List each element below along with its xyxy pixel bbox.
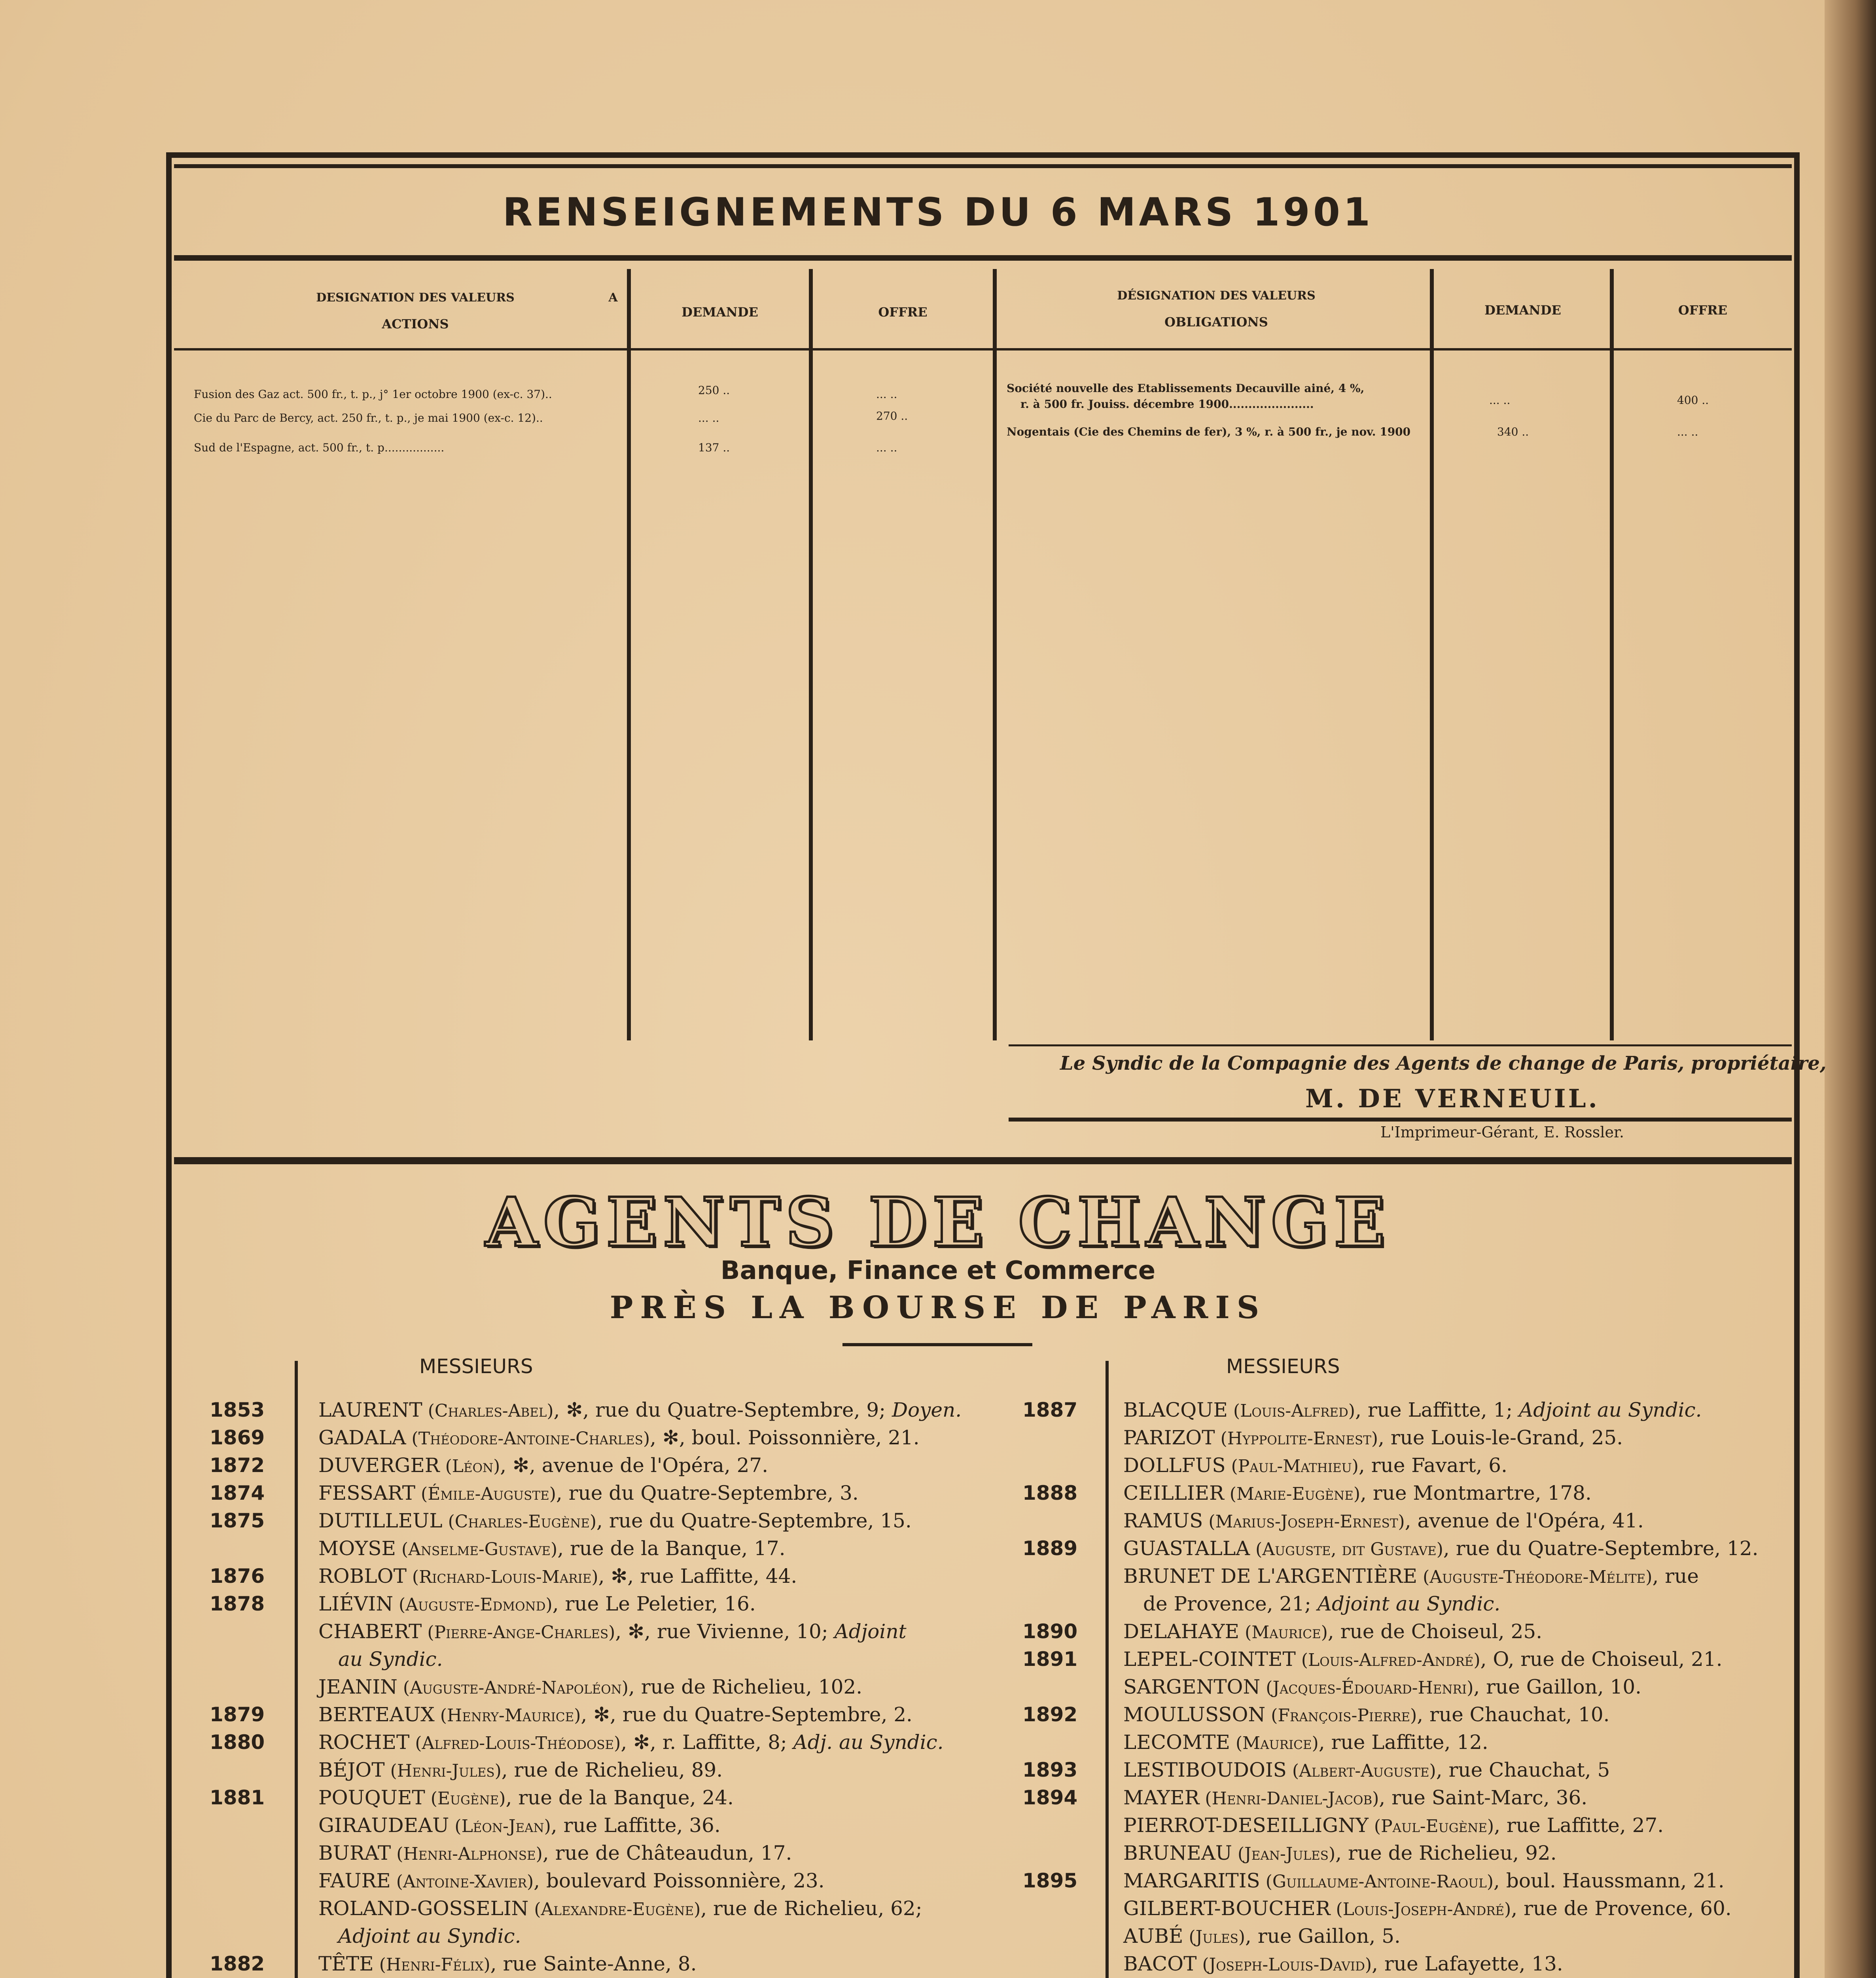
agent-firstnames: (Louis-Alfred-André) (1295, 1650, 1480, 1670)
agent-address: , ✻, r. Laffitte, 8; (621, 1731, 787, 1754)
messieurs-left: MESSIEURS (419, 1355, 533, 1378)
agent-name: BURAT (318, 1842, 391, 1864)
agent-name: TÊTE (318, 1952, 374, 1975)
agent-text (318, 1454, 768, 1477)
actions-header: DESIGNATION DES VALEURS (316, 291, 515, 305)
agent-text (1123, 1731, 1488, 1754)
agent-year: 1890 (1022, 1620, 1078, 1643)
agent-address: , rue Chauchat, 5 (1436, 1758, 1610, 1781)
agent-name: DUTILLEUL (318, 1509, 443, 1532)
agent-name: CHABERT (318, 1620, 422, 1643)
col-divider (627, 269, 631, 1040)
messieurs-right: MESSIEURS (1226, 1355, 1340, 1378)
agent-firstnames: (Théodore-Antoine-Charles) (406, 1429, 650, 1449)
agent-name: FAURE (318, 1869, 391, 1892)
agents-subtitle-2: PRÈS LA BOURSE DE PARIS (610, 1290, 1266, 1326)
right-year-divider (1106, 1361, 1109, 1978)
agent-firstnames: (Louis-Alfred) (1227, 1401, 1355, 1421)
agent-text (1123, 1675, 1641, 1698)
agent-note: Adjoint au Syndic. (338, 1925, 521, 1948)
agent-address: , boulevard Poissonnière, 23. (534, 1869, 825, 1892)
agent-firstnames: (Louis-Joseph-André) (1330, 1899, 1511, 1919)
agent-address: de Provence, 21; (1143, 1592, 1312, 1615)
agent-firstnames: (Pierre-Ange-Charles) (422, 1622, 615, 1643)
agent-name: DOLLFUS (1123, 1454, 1226, 1477)
agent-firstnames: (Marius-Joseph-Ernest) (1203, 1512, 1405, 1532)
imprimeur-line: L'Imprimeur-Gérant, E. Rossler. (1380, 1124, 1624, 1141)
agent-firstnames: (Henri-Félix) (373, 1955, 490, 1975)
agent-text (1123, 1482, 1592, 1504)
agent-firstnames: (Alfred-Louis-Théodose) (409, 1733, 621, 1753)
agent-firstnames: (Hyppolite-Ernest) (1215, 1429, 1378, 1449)
agent-text (1123, 1398, 1702, 1421)
agent-name: ROCHET (318, 1731, 410, 1754)
agent-address: , rue du Quatre-Septembre, 15. (596, 1509, 912, 1532)
agent-address: , rue de la Banque, 24. (505, 1786, 734, 1809)
agent-text (318, 1537, 786, 1560)
agent-address: , rue Sainte-Anne, 8. (490, 1952, 697, 1975)
agent-address: , ✻, rue Laffitte, 44. (598, 1565, 797, 1588)
agent-name: BRUNEAU (1123, 1842, 1232, 1864)
top-rule (174, 164, 1792, 168)
agent-year: 1879 (210, 1703, 265, 1726)
agent-firstnames: (Maurice) (1230, 1733, 1319, 1753)
agent-address: , ✻, avenue de l'Opéra, 27. (500, 1454, 769, 1477)
obligation-name: Société nouvelle des Etablissements Decauville ainé, 4 %, (1007, 382, 1365, 395)
agent-year: 1889 (1022, 1537, 1078, 1560)
action-demande: 250 .. (698, 384, 730, 397)
agent-text (1123, 1565, 1699, 1588)
agent-year: 1894 (1022, 1786, 1078, 1809)
agent-note: Adjoint (828, 1620, 907, 1643)
agent-name: GADALA (318, 1426, 406, 1449)
agent-text (318, 1426, 920, 1449)
agent-text (318, 1758, 723, 1781)
agent-text (318, 1509, 912, 1532)
agent-text (1123, 1925, 1401, 1948)
agent-address: , rue Lafayette, 13. (1372, 1952, 1563, 1975)
agent-firstnames: (Joseph-Louis-David) (1196, 1955, 1372, 1975)
syndic-rule (1009, 1044, 1792, 1046)
agent-address: , ✻, rue Vivienne, 10; (615, 1620, 828, 1643)
obligation-demande: ... .. (1489, 394, 1511, 407)
agent-year: 1892 (1022, 1703, 1078, 1726)
agent-firstnames: (Auguste-Edmond) (393, 1595, 553, 1615)
agent-address: , O, rue de Choiseul, 21. (1480, 1648, 1723, 1671)
agent-year: 1869 (210, 1426, 265, 1449)
agent-name: DELAHAYE (1123, 1620, 1240, 1643)
agent-address: , boul. Haussmann, 21. (1494, 1869, 1725, 1892)
agent-note: Adjoint au Syndic. (1513, 1398, 1702, 1421)
agent-text (318, 1814, 721, 1837)
agent-firstnames: (Émile-Auguste) (415, 1484, 556, 1504)
agent-firstnames: (François-Pierre) (1265, 1705, 1417, 1726)
agent-text (318, 1731, 944, 1754)
agent-year: 1875 (210, 1509, 265, 1532)
agent-firstnames: (Auguste-Théodore-Mélite) (1417, 1567, 1653, 1587)
section-rule (174, 1157, 1792, 1164)
agent-firstnames: (Léon-Jean) (449, 1816, 551, 1836)
obligation-offre: ... .. (1677, 425, 1698, 438)
agent-note: au Syndic. (338, 1648, 443, 1671)
agent-year: 1853 (210, 1398, 265, 1421)
agent-text (1123, 1842, 1557, 1864)
agent-address: , rue (1652, 1565, 1699, 1588)
agent-firstnames: (Auguste-André-Napoléon) (397, 1678, 628, 1698)
agent-name: MOULUSSON (1123, 1703, 1266, 1726)
agent-name: MAYER (1123, 1786, 1200, 1809)
agent-firstnames: (Jacques-Édouard-Henri) (1260, 1678, 1474, 1698)
agent-address: , avenue de l'Opéra, 41. (1405, 1509, 1644, 1532)
agent-text (1123, 1897, 1732, 1920)
agent-firstnames: (Paul-Eugène) (1368, 1816, 1494, 1836)
agent-text (318, 1869, 825, 1892)
agent-firstnames: (Léon) (439, 1456, 500, 1476)
agent-name: AUBÉ (1123, 1925, 1183, 1948)
agent-year: 1880 (210, 1731, 265, 1754)
agent-text (318, 1675, 862, 1698)
agent-text (1143, 1592, 1500, 1615)
col-divider (1430, 269, 1434, 1040)
agent-year: 1878 (210, 1592, 265, 1615)
ornament-rule (842, 1343, 1032, 1346)
agent-name: PIERROT-DESEILLIGNY (1123, 1814, 1369, 1837)
agent-address: , rue de Richelieu, 92. (1335, 1842, 1557, 1864)
agent-text (338, 1648, 443, 1671)
agent-address: , ✻, rue du Quatre-Septembre, 2. (581, 1703, 912, 1726)
agents-title: AGENTS DE CHANGE (485, 1183, 1391, 1262)
agent-firstnames: (Guillaume-Antoine-Raoul) (1260, 1872, 1494, 1892)
action-name: Fusion des Gaz act. 500 fr., t. p., j° 1er octobre 1900 (ex-c. 37).. (194, 388, 552, 401)
col-divider (809, 269, 813, 1040)
agent-firstnames: (Anselme-Gustave) (396, 1539, 558, 1559)
col-divider (993, 269, 997, 1040)
obligations-offre-header: OFFRE (1678, 303, 1728, 318)
agent-year: 1882 (210, 1952, 265, 1975)
agent-address: , rue de la Banque, 17. (557, 1537, 786, 1560)
agent-year: 1881 (210, 1786, 265, 1809)
agent-firstnames: (Charles-Eugène) (442, 1512, 597, 1532)
agent-name: BERTEAUX (318, 1703, 435, 1726)
agent-address: , rue Saint-Marc, 36. (1379, 1786, 1588, 1809)
agent-name: LESTIBOUDOIS (1123, 1758, 1287, 1781)
agent-text (338, 1925, 521, 1948)
left-year-divider (295, 1361, 298, 1978)
agent-firstnames: (Marie-Eugène) (1224, 1484, 1361, 1504)
agent-text (1123, 1703, 1610, 1726)
signature-rule (1009, 1118, 1792, 1122)
header-rule (174, 348, 1792, 351)
agent-address: , rue Laffitte, 27. (1494, 1814, 1664, 1837)
agent-firstnames: (Maurice) (1239, 1622, 1328, 1643)
agent-address: , rue de Choiseul, 25. (1327, 1620, 1543, 1643)
syndic-line: Le Syndic de la Compagnie des Agents de change de Paris, propriétaire, (1060, 1052, 1827, 1074)
agent-year: 1893 (1022, 1758, 1078, 1781)
agent-address: , rue de Châteaudun, 17. (542, 1842, 792, 1864)
agent-name: ROBLOT (318, 1565, 407, 1588)
agent-name: MOYSE (318, 1537, 396, 1560)
agents-subtitle: Banque, Finance et Commerce (720, 1256, 1156, 1285)
action-offre: ... .. (876, 388, 897, 401)
agent-year: 1891 (1022, 1648, 1078, 1671)
agent-address: , rue Gaillon, 10. (1473, 1675, 1642, 1698)
agent-name: DUVERGER (318, 1454, 440, 1477)
agent-firstnames: (Eugène) (425, 1789, 506, 1809)
agent-note: Adj. au Syndic. (787, 1731, 944, 1754)
agent-address: , rue de Richelieu, 62; (700, 1897, 922, 1920)
agent-text (318, 1703, 912, 1726)
agent-text (1123, 1454, 1507, 1477)
agent-name: ROLAND-GOSSELIN (318, 1897, 529, 1920)
agent-note: Adjoint au Syndic. (1311, 1592, 1501, 1615)
obligations-header: DÉSIGNATION DES VALEURS (1117, 289, 1316, 303)
agent-firstnames: (Antoine-Xavier) (390, 1872, 534, 1892)
agent-address: , rue Gaillon, 5. (1245, 1925, 1401, 1948)
obligation-name: Nogentais (Cie des Chemins de fer), 3 %, r. à 500 fr., je nov. 1900 (1007, 425, 1411, 438)
agent-text (318, 1786, 734, 1809)
agent-address: , rue Montmartre, 178. (1360, 1482, 1592, 1504)
agent-text (1123, 1758, 1610, 1781)
col-divider (1610, 269, 1614, 1040)
agent-name: LAURENT (318, 1398, 422, 1421)
agent-name: MARGARITIS (1123, 1869, 1260, 1892)
agent-address: , rue de Provence, 60. (1511, 1897, 1732, 1920)
agent-address: , rue du Quatre-Septembre, 3. (556, 1482, 859, 1504)
agent-name: BRUNET DE L'ARGENTIÈRE (1123, 1565, 1418, 1588)
agent-firstnames: (Henri-Daniel-Jacob) (1199, 1789, 1379, 1809)
action-name: Sud de l'Espagne, act. 500 fr., t. p................. (194, 441, 445, 454)
obligations-demande-header: DEMANDE (1484, 303, 1561, 318)
agent-name: JEANIN (318, 1675, 398, 1698)
action-offre: 270 .. (876, 409, 908, 423)
agent-address: , ✻, boul. Poissonnière, 21. (650, 1426, 920, 1449)
agent-firstnames: (Paul-Mathieu) (1225, 1456, 1359, 1476)
agent-name: FESSART (318, 1482, 416, 1504)
agent-address: , rue Louis-le-Grand, 25. (1378, 1426, 1623, 1449)
actions-subheader: ACTIONS (382, 316, 449, 332)
agent-name: GILBERT-BOUCHER (1123, 1897, 1331, 1920)
agent-name: RAMUS (1123, 1509, 1203, 1532)
agent-text (318, 1897, 922, 1920)
agent-text (1123, 1509, 1644, 1532)
agent-name: CEILLIER (1123, 1482, 1224, 1504)
agent-text (318, 1398, 962, 1421)
action-demande: ... .. (698, 411, 719, 424)
agent-firstnames: (Henry-Maurice) (434, 1705, 581, 1726)
agent-address: , rue de Richelieu, 89. (501, 1758, 723, 1781)
agent-text (318, 1620, 907, 1643)
agent-firstnames: (Henri-Jules) (384, 1761, 502, 1781)
agent-text (1123, 1952, 1563, 1975)
agent-address: , rue Laffitte, 1; (1355, 1398, 1513, 1421)
title-rule (174, 255, 1792, 261)
obligation-name-cont: r. à 500 fr. Jouiss. décembre 1900...................... (1020, 398, 1314, 411)
agent-note: Doyen. (886, 1398, 962, 1421)
agent-text (1123, 1426, 1623, 1449)
agent-firstnames: (Albert-Auguste) (1286, 1761, 1436, 1781)
agent-name: PARIZOT (1123, 1426, 1215, 1449)
action-demande: 137 .. (698, 441, 730, 454)
agent-text (318, 1592, 756, 1615)
agent-firstnames: (Jules) (1183, 1927, 1246, 1947)
agent-firstnames: (Henri-Alphonse) (391, 1844, 543, 1864)
agent-firstnames: (Auguste, dit Gustave) (1250, 1539, 1443, 1559)
agent-firstnames: (Jean-Jules) (1232, 1844, 1336, 1864)
agent-text (1123, 1786, 1587, 1809)
agent-text (1123, 1620, 1542, 1643)
agent-text (318, 1952, 697, 1975)
actions-offre-header: OFFRE (878, 305, 928, 320)
agent-text (1123, 1537, 1759, 1560)
agent-name: BÉJOT (318, 1758, 385, 1781)
agent-year: 1874 (210, 1482, 265, 1504)
agent-address: , rue Le Peletier, 16. (552, 1592, 756, 1615)
agent-name: LECOMTE (1123, 1731, 1230, 1754)
agent-address: , rue Laffitte, 12. (1318, 1731, 1488, 1754)
agent-address: , rue Laffitte, 36. (551, 1814, 721, 1837)
agent-text (318, 1565, 797, 1588)
action-name: Cie du Parc de Bercy, act. 250 fr., t. p., je mai 1900 (ex-c. 12).. (194, 411, 543, 424)
a-mark: A (608, 291, 618, 305)
agent-year: 1887 (1022, 1398, 1078, 1421)
agent-address: , rue du Quatre-Septembre, 12. (1443, 1537, 1759, 1560)
agent-address: , rue Favart, 6. (1358, 1454, 1507, 1477)
agent-year: 1888 (1022, 1482, 1078, 1504)
binding-edge (1825, 0, 1876, 1978)
agent-text (318, 1482, 859, 1504)
agent-name: SARGENTON (1123, 1675, 1261, 1698)
action-offre: ... .. (876, 441, 897, 454)
agent-name: GIRAUDEAU (318, 1814, 449, 1837)
agent-name: POUQUET (318, 1786, 425, 1809)
agent-year: 1895 (1022, 1869, 1078, 1892)
agent-address: , rue de Richelieu, 102. (628, 1675, 863, 1698)
agent-year: 1876 (210, 1565, 265, 1588)
agent-address: , rue Chauchat, 10. (1417, 1703, 1610, 1726)
agent-name: BLACQUE (1123, 1398, 1228, 1421)
agent-text (1123, 1814, 1664, 1837)
agent-address: , ✻, rue du Quatre-Septembre, 9; (553, 1398, 886, 1421)
agent-name: GUASTALLA (1123, 1537, 1250, 1560)
verneuil-signature: M. DE VERNEUIL. (1305, 1084, 1600, 1114)
obligation-demande: 340 .. (1497, 425, 1529, 438)
agent-name: BACOT (1123, 1952, 1197, 1975)
actions-demande-header: DEMANDE (681, 305, 758, 320)
agent-text (1123, 1648, 1723, 1671)
agent-text (318, 1842, 792, 1864)
agent-firstnames: (Alexandre-Eugène) (528, 1899, 701, 1919)
agent-year: 1872 (210, 1454, 265, 1477)
agent-name: LIÉVIN (318, 1592, 394, 1615)
agent-firstnames: (Richard-Louis-Marie) (406, 1567, 598, 1587)
obligations-subheader: OBLIGATIONS (1164, 315, 1268, 330)
agent-text (1123, 1869, 1725, 1892)
obligation-offre: 400 .. (1677, 394, 1709, 407)
renseignements-title: RENSEIGNEMENTS DU 6 MARS 1901 (502, 190, 1374, 235)
agent-name: LEPEL-COINTET (1123, 1648, 1296, 1671)
agent-firstnames: (Charles-Abel) (422, 1401, 554, 1421)
